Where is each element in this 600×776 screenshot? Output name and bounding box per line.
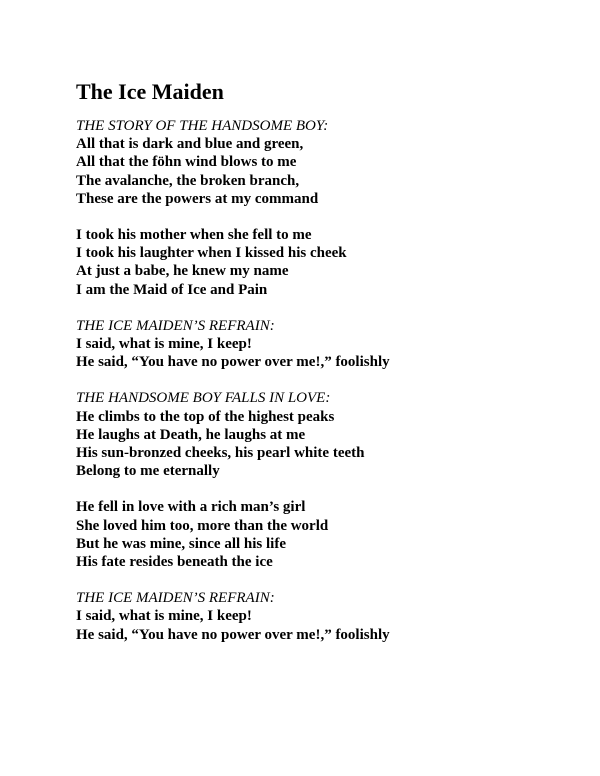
verse-line: He said, “You have no power over me!,” foolishly (76, 626, 390, 643)
stanza-5 (76, 498, 576, 571)
stanza-6 (76, 589, 576, 644)
verse-line: Belong to me eternally (76, 463, 220, 480)
verse-line: His fate resides beneath the ice (76, 554, 273, 571)
verse-line: His sun-bronzed cheeks, his pearl white teeth (76, 445, 365, 462)
verse-line: I took his mother when she fell to me (76, 227, 312, 244)
document-page (76, 78, 576, 662)
stanza-heading: THE STORY OF THE HANDSOME BOY: (76, 118, 329, 134)
verse-line: All that is dark and blue and green, (76, 136, 304, 153)
verse-line: I am the Maid of Ice and Pain (76, 281, 268, 298)
verse-line: These are the powers at my command (76, 190, 319, 207)
verse-line: She loved him too, more than the world (76, 517, 329, 534)
stanza-heading: THE ICE MAIDEN’S REFRAIN: (76, 317, 275, 334)
poem-title: The Ice Maiden (76, 79, 224, 104)
verse-line: I said, what is mine, I keep! (76, 608, 252, 625)
verse-line: The avalanche, the broken branch, (76, 172, 300, 189)
stanza-1 (76, 117, 576, 208)
verse-line: He fell in love with a rich man’s girl (76, 499, 306, 516)
verse-line: At just a babe, he knew my name (76, 263, 289, 280)
verse-line: I said, what is mine, I keep! (76, 336, 252, 353)
stanza-heading: THE HANDSOME BOY FALLS IN LOVE: (76, 390, 331, 407)
stanza-3 (76, 317, 576, 372)
verse-line: I took his laughter when I kissed his cheek (76, 245, 347, 262)
stanza-2 (76, 226, 576, 299)
verse-line: He said, “You have no power over me!,” foolishly (76, 354, 390, 371)
verse-line: He laughs at Death, he laughs at me (76, 426, 306, 443)
verse-line: All that the föhn wind blows to me (76, 154, 297, 171)
stanza-4 (76, 389, 576, 480)
verse-line: He climbs to the top of the highest peaks (76, 408, 335, 425)
stanza-heading: THE ICE MAIDEN’S REFRAIN: (76, 590, 275, 607)
verse-line: But he was mine, since all his life (76, 535, 287, 552)
